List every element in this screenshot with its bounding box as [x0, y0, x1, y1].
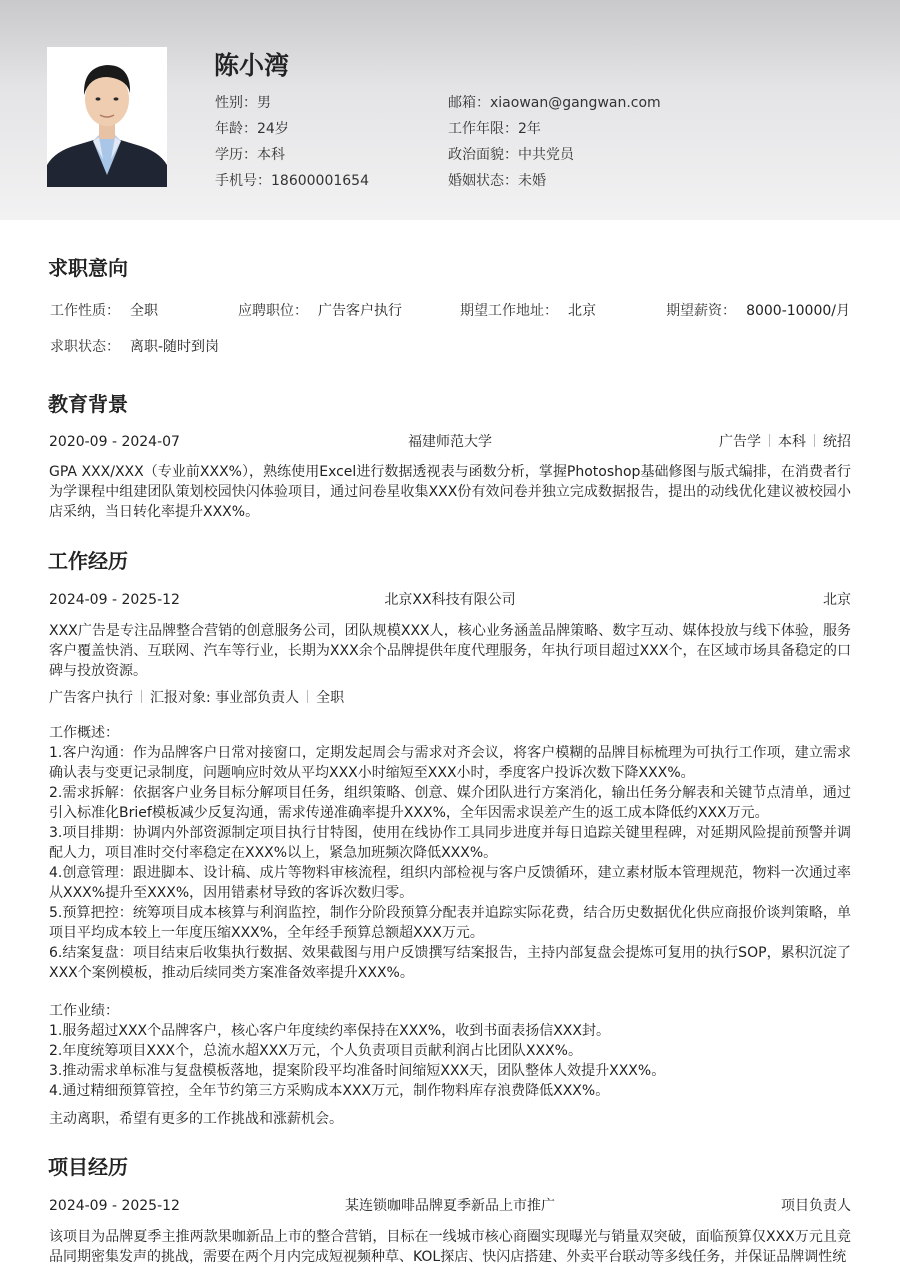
intent-salary-value: 8000-10000/月 [746, 303, 850, 319]
marital-status: 婚姻状态：未婚 [448, 173, 546, 189]
education-level: 学历：本科 [215, 147, 285, 163]
education-row [49, 432, 851, 452]
company-description: XXX广告是专注品牌整合营销的创意服务公司，团队规模XXX人，核心业务涵盖品牌策略、数字互动、媒体投放与线下体验，服务客户覆盖快消、互联网、汽车等行业，长期为XXX余个品牌提供年度代理服务，年执行项目超过XXX个，在区域市场具备稳定的口碑与投放资源。 [49, 623, 851, 679]
list-item: 1.客户沟通：作为品牌客户日常对接窗口，定期发起周会与需求对齐会议，将客户模糊的品牌目标梳理为可执行工作项，建立需求确认表与变更记录制度，问题响应时效从平均XXX小时缩短至XXX小时，季度客户投诉次数下降XXX%。 [49, 745, 851, 781]
work-period: 2024-09 - 2025-12 [49, 592, 180, 608]
intent-status [50, 337, 219, 357]
education-school: 福建师范大学 [408, 434, 492, 450]
intent-salary-label: 期望薪资： [666, 303, 737, 319]
project-role: 项目负责人 [781, 1198, 851, 1214]
project-row [49, 1196, 851, 1216]
intent-position-value: 广告客户执行 [318, 303, 402, 319]
work-company: 北京XX科技有限公司 [384, 592, 516, 608]
work-overview [49, 723, 851, 983]
divider [307, 690, 308, 703]
work-row [49, 590, 851, 610]
project-description: 该项目为品牌夏季主推两款果咖新品上市的整合营销，目标在一线城市核心商圈实现曝光与销量双突破，面临预算仅XXX万元且竞品同期密集发声的挑战，需要在两个月内完成短视频种草、KOL探店、快闪店搭建、外卖平台联动等多线任务，并保证品牌调性统 [49, 1229, 851, 1265]
intent-salary [666, 301, 850, 321]
work-role-tags [49, 688, 344, 708]
intent-type [50, 301, 158, 321]
education-enroll: 统招 [823, 434, 851, 450]
section-title-work: 工作经历 [48, 549, 128, 573]
intent-status-value: 离职-随时到岗 [130, 339, 220, 355]
list-item: 5.预算把控：统筹项目成本核算与利润监控，制作分阶段预算分配表并追踪实际花费，结合历史数据优化供应商报价谈判策略，单项目平均成本较上一年度压缩XXX%，全年经手预算总额超XXX万元。 [49, 905, 851, 941]
work-years: 工作年限：2年 [448, 121, 541, 137]
list-item: 1.服务超过XXX个品牌客户，核心客户年度续约率保持在XXX%，收到书面表扬信XXX封。 [49, 1023, 610, 1039]
divider [141, 690, 142, 703]
gender: 性别：男 [215, 95, 271, 111]
intent-position [238, 301, 402, 321]
intent-location [460, 301, 596, 321]
work-achievements [49, 1001, 851, 1101]
education-degree: 本科 [778, 434, 806, 450]
intent-location-label: 期望工作地址： [460, 303, 558, 319]
section-title-education: 教育背景 [48, 392, 128, 416]
list-item: 2.年度统筹项目XXX个，总流水超XXX万元，个人负责项目贡献利润占比团队XXX%。 [49, 1043, 582, 1059]
work-role-row [49, 688, 851, 708]
divider [814, 434, 815, 447]
phone: 手机号：18600001654 [215, 173, 369, 189]
list-item: 6.结案复盘：项目结束后收集执行数据、效果截图与用户反馈撰写结案报告，主持内部复盘会提炼可复用的执行SOP，累积沉淀了XXX个案例模板，推动后续同类方案准备效率提升XXX%。 [49, 945, 851, 981]
email: 邮箱：xiaowan@gangwan.com [448, 95, 661, 111]
divider [769, 434, 770, 447]
list-item: 3.项目排期：协调内外部资源制定项目执行甘特图，使用在线协作工具同步进度并每日追踪关键里程碑，对延期风险提前预警并调配人力，项目准时交付率稳定在XXX%以上，紧急加班频次降低XXX%。 [49, 825, 851, 861]
list-item: 4.通过精细预算管控，全年节约第三方采购成本XXX万元，制作物料库存浪费降低XXX%。 [49, 1083, 610, 1099]
education-tags [719, 432, 851, 452]
project-name: 某连锁咖啡品牌夏季新品上市推广 [345, 1198, 555, 1214]
political-status: 政治面貌：中共党员 [448, 147, 574, 163]
work-city: 北京 [823, 592, 851, 608]
education-period: 2020-09 - 2024-07 [49, 434, 180, 450]
list-item: 3.推动需求单标准与复盘模板落地，提案阶段平均准备时间缩短XXX天，团队整体人效提升XXX%。 [49, 1063, 666, 1079]
intent-type-label: 工作性质： [50, 303, 120, 319]
list-item: 2.需求拆解：依据客户业务目标分解项目任务，组织策略、创意、媒介团队进行方案消化，输出任务分解表和关键节点清单，通过引入标准化Brief模板减少反复沟通，需求传递准确率提升XXX%，全年因需求误差产生的返工成本降低约XXX万元。 [49, 785, 851, 821]
education-major: 广告学 [719, 434, 761, 450]
work-achievement-title: 工作业绩： [49, 1003, 119, 1019]
list-item: 4.创意管理：跟进脚本、设计稿、成片等物料审核流程，组织内部检视与客户反馈循环，建立素材版本管理规范，物料一次通过率从XXX%提升至XXX%，因用错素材导致的客诉次数归零。 [49, 865, 851, 901]
education-description: GPA XXX/XXX（专业前XXX%），熟练使用Excel进行数据透视表与函数分析，掌握Photoshop基础修图与版式编排，在消费者行为学课程中组建团队策划校园快闪体验项目，通过问卷星收集XXX份有效问卷并独立完成数据报告，提出的动线优化建议被校园小店采纳，当日转化率提升XXX%。 [49, 464, 851, 520]
work-role: 广告客户执行 [49, 690, 133, 706]
profile-photo [47, 47, 167, 187]
work-emp-type: 全职 [316, 690, 345, 706]
intent-status-label: 求职状态： [50, 339, 120, 355]
intent-position-label: 应聘职位： [238, 303, 308, 319]
work-overview-title: 工作概述： [49, 725, 119, 741]
work-report: 汇报对象: 事业部负责人 [150, 690, 300, 706]
leave-reason: 主动离职，希望有更多的工作挑战和涨薪机会。 [49, 1111, 343, 1127]
section-title-project: 项目经历 [48, 1155, 128, 1179]
age: 年龄：24岁 [215, 121, 289, 137]
person-photo-icon [47, 47, 167, 187]
candidate-name: 陈小湾 [214, 51, 290, 80]
intent-type-value: 全职 [130, 303, 158, 319]
project-period: 2024-09 - 2025-12 [49, 1198, 180, 1214]
section-title-intent: 求职意向 [48, 256, 128, 280]
intent-location-value: 北京 [568, 303, 596, 319]
